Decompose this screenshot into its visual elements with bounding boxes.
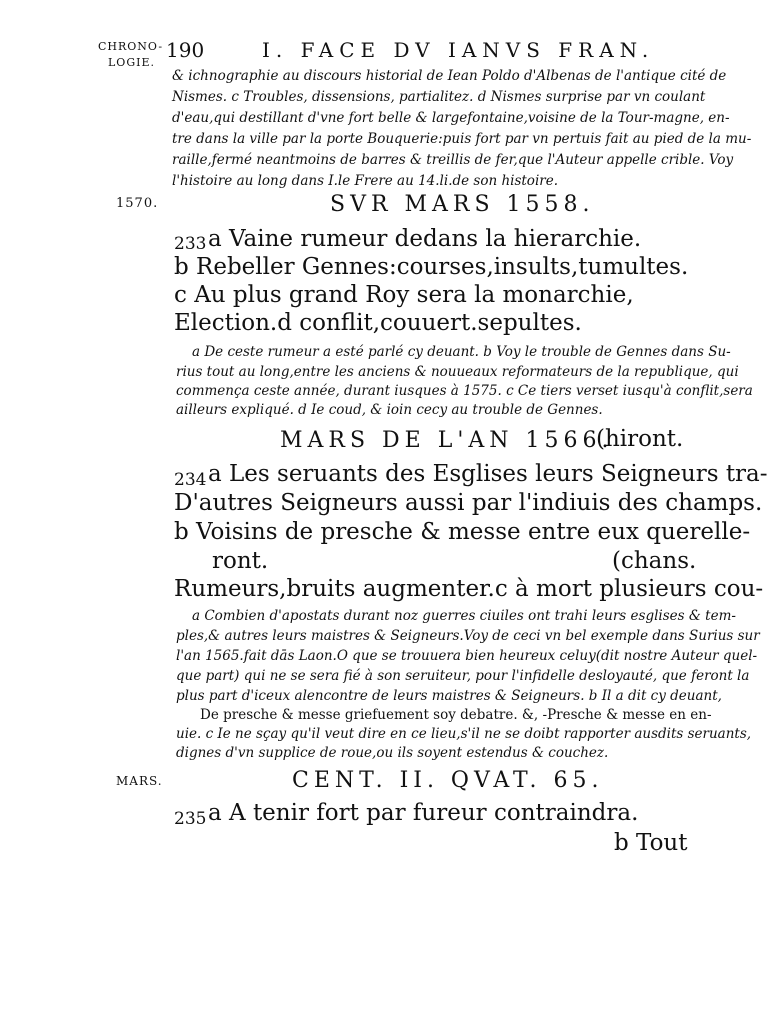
note-line: l'histoire au long dans I.le Frere au 14.li.de son histoire. bbox=[172, 173, 558, 189]
margin-chronologie-bottom: LOGIE. bbox=[108, 56, 155, 69]
verse-line: D'autres Seigneurs aussi par l'indiuis des champs. bbox=[174, 490, 763, 516]
catchword: b Tout bbox=[614, 830, 688, 856]
verse-line: a Les seruants des Esglises leurs Seigneurs tra- bbox=[208, 461, 768, 487]
note-line: l'an 1565.fait dās Laon.O que se trouuera bien heureux celuy(dit nostre Auteur quel- bbox=[176, 648, 758, 664]
note-line: a De ceste rumeur a esté parlé cy deuant. b Voy le trouble de Gennes dans Su- bbox=[192, 344, 731, 360]
section-heading-cent-ii: CENT. II. QVAT. 65. bbox=[292, 768, 604, 793]
page-number: 190 bbox=[166, 38, 205, 62]
section-heading-1558: SVR MARS 1558. bbox=[330, 192, 595, 217]
running-title: I. FACE DV IANVS FRAN. bbox=[262, 38, 655, 62]
verse-line: c Au plus grand Roy sera la monarchie, bbox=[174, 282, 634, 308]
note-line: d'eau,qui destillant d'vne fort belle & largefontaine,voisine de la Tour-magne, en- bbox=[172, 110, 730, 126]
verse-line: b Rebeller Gennes:courses,insults,tumultes. bbox=[174, 254, 689, 280]
verse-overflow-hiront: (hiront. bbox=[596, 426, 684, 452]
verse-line: a A tenir fort par fureur contraindra. bbox=[208, 800, 639, 826]
note-line: raille,fermé neantmoins de barres & treillis de fer,que l'Auteur appelle crible. Voy bbox=[172, 152, 734, 168]
verse-line: Election.d conflit,couuert.sepultes. bbox=[174, 310, 582, 336]
margin-year-1570: 1570. bbox=[116, 196, 159, 211]
quatrain-number: 235 bbox=[174, 809, 207, 829]
note-line: commença ceste année, durant iusques à 1575. c Ce tiers verset iusqu'à conflit,sera bbox=[176, 383, 753, 399]
verse-line: a Vaine rumeur dedans la hierarchie. bbox=[208, 226, 642, 252]
note-line: & ichnographie au discours historial de Iean Poldo d'Albenas de l'antique cité de bbox=[172, 68, 727, 84]
note-line: ples,& autres leurs maistres & Seigneurs.Voy de ceci vn bel exemple dans Surius sur bbox=[176, 628, 760, 644]
section-heading-1566: MARS DE L'AN 1566. bbox=[280, 428, 614, 453]
note-line: dignes d'vn supplice de roue,ou ils soyent estendus & couchez. bbox=[176, 745, 609, 761]
quatrain-number: 234 bbox=[174, 470, 207, 490]
verse-line: b Voisins de presche & messe entre eux querelle- bbox=[174, 519, 751, 545]
note-line: que part) qui ne se sera fié à son seruiteur, pour l'infidelle desloyauté, que feront la bbox=[176, 668, 750, 684]
margin-chronologie-top: CHRONO- bbox=[98, 40, 164, 53]
quatrain-number: 233 bbox=[174, 234, 207, 254]
note-line: De presche & messe griefuement soy debatre. &, -Presche & messe en en- bbox=[200, 707, 712, 723]
note-line: a Combien d'apostats durant noz guerres ciuiles ont trahi leurs esglises & tem- bbox=[192, 608, 736, 624]
verse-line: Rumeurs,bruits augmenter.c à mort plusieurs cou- bbox=[174, 576, 764, 602]
margin-mars: MARS. bbox=[116, 774, 163, 788]
verse-line: ront. bbox=[212, 548, 269, 574]
note-line: Nismes. c Troubles, dissensions, partialitez. d Nismes surprise par vn coulant bbox=[172, 89, 706, 105]
note-line: plus part d'iceux alencontre de leurs maistres & Seigneurs. b Il a dit cy deuant, bbox=[176, 688, 722, 704]
note-line: rius tout au long,entre les anciens & nouueaux reformateurs de la republique, qui bbox=[176, 364, 739, 380]
note-line: ailleurs expliqué. d Ie coud, & ioin cecy au trouble de Gennes. bbox=[176, 402, 603, 418]
note-line: uie. c Ie ne sçay qu'il veut dire en ce lieu,s'il ne se doibt rapporter ausdits seruants, bbox=[176, 726, 752, 742]
note-line: tre dans la ville par la porte Bouquerie:puis fort par vn pertuis fait au pied de la mu- bbox=[172, 131, 752, 147]
verse-overflow-chans: (chans. bbox=[612, 548, 697, 574]
